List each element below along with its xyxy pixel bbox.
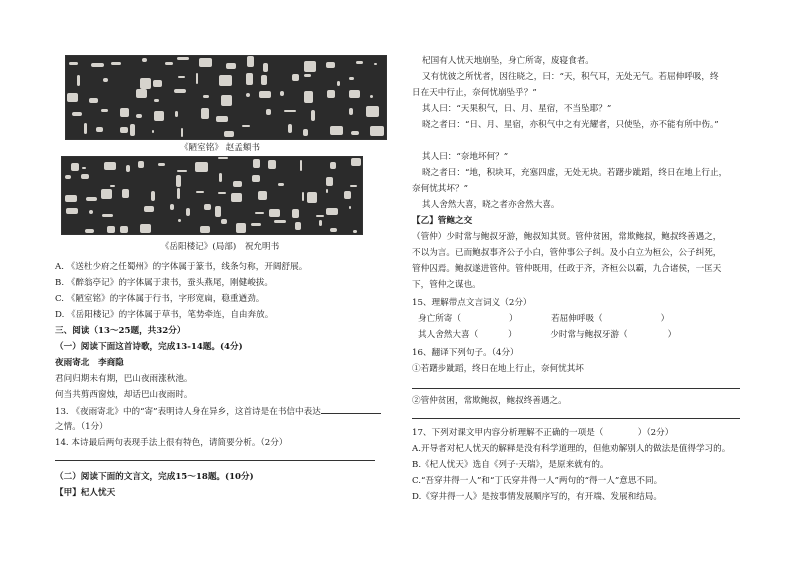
poem-line-1: 君问归期未有期，巴山夜雨涨秋池。 [55,374,193,384]
q15-close-3: ） [508,330,517,340]
q15-close-1: ） [508,314,518,324]
calligraphy-stroke [349,77,354,80]
calligraphy-stroke [253,159,260,168]
calligraphy-stroke [154,99,159,101]
calligraphy-stroke [327,90,335,98]
calligraphy-stroke [84,123,87,134]
calligraphy-stroke [186,208,190,216]
q15-word-1: 身亡所寄（ [418,314,461,324]
calligraphy-stroke [236,223,246,233]
q15: 15、理解带点文言词义（2分） [412,298,532,308]
calligraphy-stroke [136,114,142,118]
calligraphy-stroke [311,110,315,121]
calligraphy-stroke [356,61,363,64]
calligraphy-stroke [349,90,361,98]
calligraphy-stroke [251,223,261,226]
calligraphy-stroke [199,58,212,67]
calligraphy-stroke [304,61,316,72]
calligraphy-stroke [176,175,181,186]
calligraphy-stroke [278,183,284,186]
calligraphy-stroke [326,62,335,67]
calligraphy-stroke [374,63,377,65]
calligraphy-stroke [261,75,268,85]
calligraphy-stroke [200,226,209,233]
calligraphy-stroke [91,63,104,67]
calligraphy-stroke [196,191,204,193]
calligraphy-stroke [110,185,116,188]
jia-text-4: 其人曰：“天果积气，日、月、星宿，不当坠耶？” [422,104,612,114]
calligraphy-stroke [255,212,265,214]
calligraphy-stroke [224,131,234,137]
q16: 16、翻译下列句子。（4分） [412,348,519,358]
calligraphy-stroke [344,191,351,199]
calligraphy-stroke [175,111,178,117]
calligraphy-stroke [72,112,82,116]
jia-text-2: 又有忧彼之所忧者，因往晓之，曰：“天，积气耳，无处无气。若屈伸呼吸，终 [422,72,719,82]
calligraphy-stroke [152,130,154,133]
calligraphy-stroke [221,219,226,224]
jia-text-8: 奈何忧其坏？” [412,184,468,194]
calligraphy-stroke [101,109,107,112]
calligraphy-stroke [295,222,300,230]
option-a: A. 《送杜少府之任蜀州》的字体属于篆书，线条匀称，开阔舒展。 [55,262,308,272]
calligraphy-stroke [82,167,86,169]
calligraphy-stroke [300,160,303,171]
calligraphy-stroke [102,214,113,217]
calligraphy-stroke [307,192,316,202]
calligraphy-stroke [89,210,94,214]
calligraphy-stroke [101,189,112,199]
calligraphy-image-2 [61,156,363,235]
calligraphy-stroke [144,206,155,211]
poem-title: 夜雨寄北 李商隐 [55,358,124,368]
calligraphy-stroke [66,208,78,214]
calligraphy-stroke [330,162,336,169]
calligraphy-stroke [349,108,353,115]
yi-text-2: 不以为言。已而鲍叔事齐公子小白，管仲事公子纠。及小白立为桓公，公子纠死， [412,248,722,258]
q13-line-1 [55,404,381,420]
option-c: C. 《陋室铭》的字体属于行书，字形宽扁，稳重遒劲。 [55,294,265,304]
calligraphy-stroke [268,160,276,169]
calligraphy-stroke [136,89,147,97]
q13-text: 13. 《夜雨寄北》中的“寄”表明诗人身在异乡，这首诗是在书信中表达 [55,407,321,417]
calligraphy-stroke [246,73,253,85]
calligraphy-stroke [351,131,360,135]
calligraphy-stroke [263,63,268,72]
calligraphy-stroke [177,188,179,199]
calligraphy-stroke [120,127,128,133]
calligraphy-stroke [219,75,232,86]
calligraphy-stroke [269,209,280,218]
calligraphy-stroke [274,220,285,224]
calligraphy-stroke [151,191,154,201]
option-d: D. 《岳阳楼记》的字体属于草书，笔势牵连，自由奔放。 [55,310,274,320]
q17-option-c: C.“吾穿井得一人”和“丁氏穿井得一人”两句的“得一人”意思不同。 [412,476,663,486]
calligraphy-stroke [280,91,285,97]
calligraphy-stroke [130,124,135,136]
calligraphy-stroke [85,229,94,232]
calligraphy-stroke [259,91,271,99]
calligraphy-stroke [154,111,164,122]
calligraphy-stroke [178,76,186,79]
calligraphy-stroke [140,224,151,233]
calligraphy-stroke [366,106,379,117]
calligraphy-stroke [107,226,115,233]
yi-text-4: 下，管仲之谋也。 [412,280,481,290]
q15-word-3: 其人舍然大喜（ [418,330,479,340]
calligraphy-stroke [120,226,128,233]
calligraphy-stroke [181,128,183,138]
calligraphy-stroke [178,219,182,222]
calligraphy-stroke [226,63,236,70]
calligraphy-stroke [284,110,296,112]
calligraphy-stroke [258,191,267,200]
calligraphy-stroke [302,192,304,201]
calligraphy-stroke [326,189,329,193]
calligraphy-stroke [316,215,324,217]
calligraphy-stroke [231,193,241,203]
q15-row-1 [418,312,669,327]
calligraphy-stroke [86,197,97,201]
calligraphy-stroke [319,220,322,227]
caption-1: 《陋室铭》 赵孟頫书 [179,143,261,153]
yi-text-1: （管仲）少时常与鲍叔牙游，鲍叔知其贤。管仲贫困，常欺鲍叔，鲍叔终善遇之， [412,232,722,242]
calligraphy-stroke [204,204,211,210]
calligraphy-stroke [174,89,185,92]
calligraphy-stroke [337,81,340,87]
calligraphy-stroke [122,189,130,198]
calligraphy-stroke [65,175,71,179]
calligraphy-stroke [89,98,97,103]
calligraphy-stroke [71,163,79,171]
q15-close-4: ） [667,330,677,340]
calligraphy-stroke [349,206,352,208]
q14-answer-line[interactable] [55,460,375,461]
calligraphy-stroke [67,93,78,102]
q16-2-answer-line[interactable] [412,418,740,419]
jia-text-7: 晓之者曰：“地，积块耳，充塞四虚，无处无块。若躇步跐蹈，终日在地上行止， [422,168,728,178]
q14: 14. 本诗最后两句表现手法上很有特色，请简要分析。（2分） [55,438,288,448]
calligraphy-stroke [330,126,343,136]
jia-text-9: 其人舍然大喜，晓之者亦舍然大喜。 [422,200,560,210]
calligraphy-stroke [215,206,222,217]
calligraphy-stroke [266,109,271,115]
q16-1-answer-line[interactable] [412,388,740,389]
q13-blank[interactable] [321,404,381,414]
calligraphy-stroke [350,185,357,187]
calligraphy-stroke [252,175,261,182]
calligraphy-stroke [170,204,175,211]
yi-heading: 【乙】管鲍之交 [412,216,473,226]
calligraphy-stroke [370,126,384,136]
calligraphy-stroke [177,57,189,60]
q15-close-2: ） [660,314,670,324]
calligraphy-stroke [216,116,228,122]
calligraphy-stroke [218,157,228,159]
calligraphy-stroke [196,73,199,84]
sub-2-heading: （二）阅读下面的文言文，完成15～18题。(10分) [55,472,254,482]
calligraphy-stroke [242,125,250,127]
calligraphy-stroke [138,161,144,168]
jia-text-3: 日在天中行止，奈何忧崩坠乎？” [412,88,537,98]
q17-option-d: D.《穿井得一人》是按事情发展顺序写的，有开端、发展和结局。 [412,492,662,502]
calligraphy-stroke [203,95,209,97]
calligraphy-stroke [370,95,373,98]
calligraphy-stroke [233,181,243,187]
sub-1-heading: （一）阅读下面这首诗歌，完成13-14题。(4分) [55,342,243,352]
caption-2: 《岳阳楼记》(局部) 祝允明书 [160,242,280,252]
q17-option-a: A.开导者对杞人忧天的解释是没有科学道理的，但他劝解别人的做法是值得学习的。 [412,444,731,454]
calligraphy-stroke [142,58,147,62]
jia-text-6: 其人曰：“奈地坏何？” [422,152,509,162]
calligraphy-stroke [326,177,334,186]
calligraphy-stroke [326,208,338,215]
calligraphy-stroke [219,173,223,182]
q13-line-2: 之情。（1分） [55,422,108,432]
option-b: B. 《醉翁亭记》的字体属于隶书，蚕头燕尾，刚健峻拔。 [55,278,274,288]
calligraphy-stroke [81,174,89,179]
jia-text-1: 杞国有人忧天地崩坠，身亡所寄，废寝食者。 [422,56,594,66]
calligraphy-stroke [330,228,337,233]
calligraphy-stroke [158,163,165,166]
calligraphy-stroke [96,127,104,131]
calligraphy-stroke [77,75,80,86]
calligraphy-stroke [288,124,293,133]
calligraphy-stroke [292,209,299,218]
calligraphy-stroke [104,162,116,171]
calligraphy-stroke [126,165,130,172]
calligraphy-stroke [201,108,209,119]
jia-text-5: 晓之者曰：“日、月、星宿，亦积气中之有光耀者，只使坠，亦不能有所中伤。” [422,120,719,130]
calligraphy-stroke [153,80,162,87]
section-3-heading: 三、阅读（13～25题，共32分） [55,326,186,336]
q17: 17、下列对课文甲内容分析理解不正确的一项是（ ）（2分） [412,428,674,438]
q15-word-2: 若屈伸呼吸（ [551,314,603,324]
calligraphy-stroke [303,129,308,137]
calligraphy-stroke [292,74,299,82]
calligraphy-stroke [304,74,311,77]
calligraphy-stroke [304,91,313,103]
q15-row-2 [418,328,676,343]
q16-2: ②管仲贫困，常欺鲍叔，鲍叔终善遇之。 [412,396,567,406]
calligraphy-image-1 [65,55,387,140]
calligraphy-stroke [221,95,232,106]
calligraphy-stroke [120,108,130,116]
calligraphy-stroke [177,170,187,172]
q17-option-b: B.《杞人忧天》选自《列子·天瑞》，是原来就有的。 [412,460,609,470]
calligraphy-stroke [247,56,254,67]
yi-text-3: 管仲囚焉。鲍叔遂进管仲。管仲既用，任政于齐，齐桓公以霸，九合诸侯，一匡天 [412,264,722,274]
calligraphy-stroke [103,78,108,82]
poem-line-2: 何当共剪西窗烛，却话巴山夜雨时。 [55,390,193,400]
calligraphy-stroke [195,162,207,172]
q16-1: ①若躇步跐蹈，终日在地上行止，奈何忧其坏 [412,364,584,374]
calligraphy-stroke [246,93,250,97]
calligraphy-stroke [140,78,151,89]
q15-word-4: 少时常与鲍叔牙游（ [550,330,628,340]
calligraphy-stroke [218,192,226,194]
calligraphy-stroke [65,195,77,202]
jia-heading: 【甲】杞人忧天 [55,488,116,498]
calligraphy-stroke [69,62,78,65]
calligraphy-stroke [353,230,357,232]
calligraphy-stroke [351,158,360,167]
calligraphy-stroke [165,62,172,65]
calligraphy-stroke [111,62,121,65]
